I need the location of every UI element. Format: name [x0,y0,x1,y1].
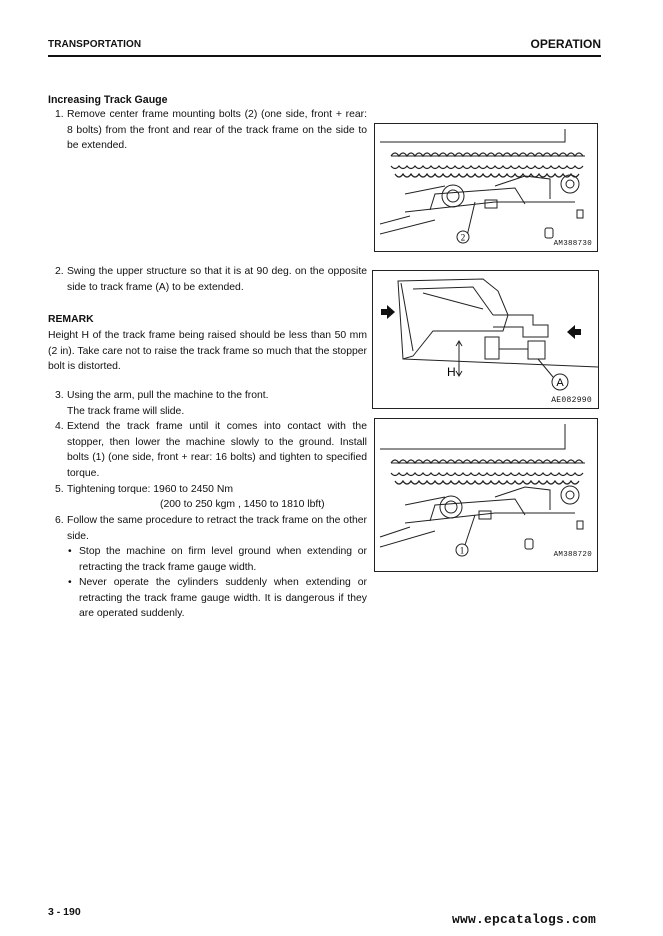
running-header-chapter: OPERATION [530,37,601,51]
step-text: Using the arm, pull the machine to the front. The track frame will slide. [67,390,269,417]
bullet-text: Stop the machine on firm level ground when extending or retracting the track frame gauge width. [79,546,367,573]
callout-1-label: 1 [459,545,465,556]
height-dimension-label: H [447,365,456,379]
figure-code: AM388730 [553,240,592,248]
section-title: Increasing Track Gauge [48,94,168,106]
page-number: 3 - 190 [48,906,81,918]
header-rule [48,55,601,57]
figure-code: AM388720 [553,551,592,559]
footer-website-link[interactable]: www.epcatalogs.com [452,912,597,927]
remark-heading: REMARK [48,314,94,325]
bullet-icon: • [68,546,72,557]
step-1 [55,107,367,154]
figure-track-frame-bolts-1 [374,418,598,572]
bullet-text: Never operate the cylinders suddenly when extending or retracting the track frame gauge width. It is dangerous if they are operated suddenly. [79,577,367,620]
step-6 [55,513,367,544]
step-number: 6. [55,515,64,526]
step-text: Extend the track frame until it comes into contact with the stopper, then lower the machine slowly to the ground. Install bolts (1) (one side, front + rear: 16 bolts) and tighten to specified torque. [67,421,367,479]
caution-bullet-1 [68,544,367,575]
step-number: 3. [55,390,64,401]
figure-code: AE082990 [551,396,592,405]
track-frame-illustration [375,419,597,571]
step-number: 2. [55,266,64,277]
step-text: Tightening torque: 1960 to 2450 Nm [67,484,233,495]
figure-track-frame-bolts-2 [374,123,598,252]
caution-bullet-2 [68,575,367,622]
figure-track-frame-raise [372,270,599,409]
step-text: Remove center frame mounting bolts (2) (one side, front + rear: 8 bolts) from the front and rear of the track frame on the side to be extended. [67,109,367,152]
step-text: Follow the same procedure to retract the track frame on the other side. [67,515,367,542]
step-number: 1. [55,109,64,120]
callout-2-label: 2 [460,232,466,243]
step-3 [55,388,367,419]
machine-raise-illustration [373,271,598,408]
push-arrow-left-icon [381,305,395,319]
step-2 [55,264,367,295]
step-4 [55,419,367,481]
track-frame-illustration [375,124,597,251]
callout-a-label: A [556,377,564,389]
bullet-icon: • [68,577,72,588]
push-arrow-right-icon [567,325,581,339]
step-number: 4. [55,421,64,432]
running-header-section: TRANSPORTATION [48,39,142,50]
remark-text: Height H of the track frame being raised should be less than 50 mm (2 in). Take care not to raise the track frame so much that the stopper bolt is distorted. [48,330,367,373]
step-number: 5. [55,484,64,495]
step-text: Swing the upper structure so that it is at 90 deg. on the opposite side to track frame (A) to be extended. [67,266,367,293]
step-5 [55,482,367,498]
torque-conversion: (200 to 250 kgm , 1450 to 1810 lbft) [160,499,325,510]
